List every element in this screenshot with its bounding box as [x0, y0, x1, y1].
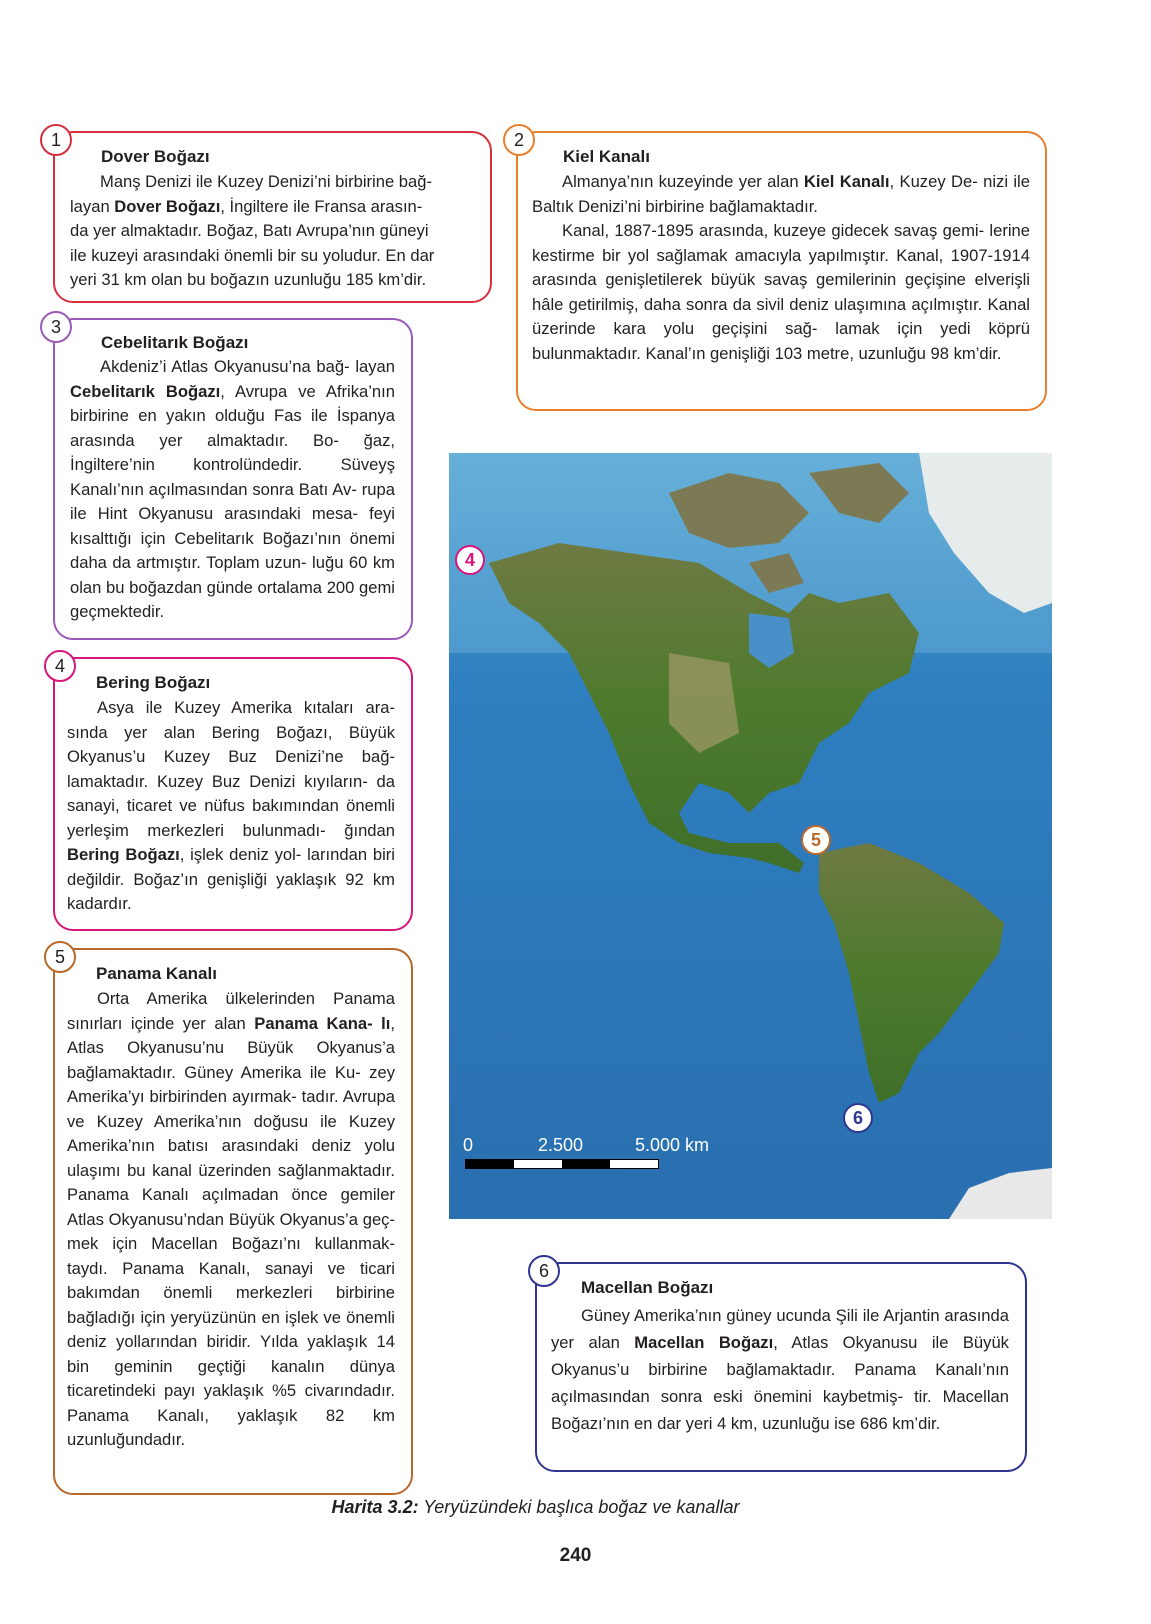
- paragraph: Güney Amerika’nın güney ucunda Şili ile Arjantin arasında yer alan Macellan Boğazı, Atlas Okyanusu ile Büyük Okyanus’u birbirine bağlamaktadır. Panama Kanalı’nın açılmasından sonra eski önemini kaybetmiş- tir. Macellan Boğazı’nın en dar yeri 4 km, uzunluğu ise 686 km’dir.: [551, 1306, 1009, 1433]
- box-text: [551, 1302, 1009, 1437]
- paragraph: Asya ile Kuzey Amerika kıtaları ara- sında yer alan Bering Boğazı, Büyük Okyanus’u Kuzey Buz Denizi’ne bağ- lamaktadır. Kuzey Buz Denizi kıyıların- da sanayi, ticaret ve nüfus bakımından önemli yerleşim merkezleri bulunmadı- ğından Bering Boğazı, işlek deniz yol- larından biri değildir. Boğaz’ın genişliği yaklaşık 92 km kadardır.: [67, 698, 395, 913]
- box-text: [67, 696, 395, 917]
- box-title: Macellan Boğazı: [581, 1278, 714, 1297]
- box-text: [70, 355, 395, 625]
- scale-label-end: 5.000 km: [635, 1135, 710, 1155]
- paragraph: Akdeniz’i Atlas Okyanusu’na bağ- layan Cebelitarık Boğazı, Avrupa ve Afrika’nın birbirine en yakın olduğu Fas ile İspanya arasında yer almaktadır. Bo- ğaz, İngiltere’nin kontrolündedir. Süveyş Kanalı’nın açılmasından sonra Batı Av- rupa ile Hint Okyanusu arasındaki mesa- feyi kısalttığı için Cebelitarık Boğazı’nın önemi daha da artmıştır. Toplam uzun- luğu 60 km olan bu boğazdan günde ortalama 200 gemi geçmektedir.: [70, 357, 395, 621]
- scale-label-mid: 2.500: [538, 1135, 584, 1155]
- box-text: [532, 170, 1030, 366]
- box-title: Bering Boğazı: [96, 673, 211, 692]
- text-line: da yer almaktadır. Boğaz, Batı Avrupa’nın güneyi: [70, 221, 429, 240]
- box-title: Cebelitarık Boğazı: [101, 333, 249, 352]
- map-marker-6: 6: [843, 1103, 873, 1133]
- bering-box: [53, 657, 413, 931]
- box-number: 5: [44, 941, 76, 973]
- paragraph: Orta Amerika ülkelerinden Panama sınırları içinde yer alan Panama Kana- lı, Atlas Okyanusu’nu Büyük Okyanus’a bağlamaktadır. Güney Amerika ile Ku- zey Amerika’yı birbirinden ayırmak- tadır. Avrupa ve Kuzey Amerika’nın doğusu ile Kuzey Amerika’nın batısı arasındaki deniz yolu ulaşımı bu kanal üzerinden sağlanmaktadır. Panama Kanalı açılmadan önce gemiler Atlas Okyanusu’ndan Büyük Okyanus’a geç- mek için Macellan Boğazı’nı kullanmak- taydı. Panama Kanalı, sanayi ve ticari bakımdan önemli merkezleri birbirine bağladığı için yeryüzünün en işlek ve önemli deniz yollarından biridir. Yılda yaklaşık 14 bin geminin geçtiği kanalın dünya ticaretindeki payı yaklaşık %5 civarındadır. Panama Kanalı, yaklaşık 82 km uzunluğundadır.: [67, 989, 395, 1449]
- paragraph: Almanya’nın kuzeyinde yer alan Kiel Kanalı, Kuzey De- nizi ile Baltık Denizi’ni birbirine bağlamaktadır.: [532, 172, 1030, 216]
- box-title: Panama Kanalı: [96, 964, 217, 983]
- cebelitarik-box: [50, 317, 413, 640]
- box-number: 3: [40, 311, 72, 343]
- text-line: yeri 31 km olan bu boğazın uzunluğu 185 km’dir.: [70, 270, 427, 289]
- scale-label-zero: 0: [463, 1135, 474, 1155]
- box-number: 2: [503, 124, 535, 156]
- box-text: [70, 170, 474, 293]
- box-title: Kiel Kanalı: [563, 147, 650, 166]
- panama-box: [53, 948, 413, 1495]
- kiel-box: [513, 130, 1047, 411]
- macellan-box: [535, 1262, 1027, 1472]
- box-number: 6: [528, 1255, 560, 1287]
- map-image: [449, 453, 1052, 1219]
- map-marker-5: 5: [801, 825, 831, 855]
- map-marker-4: 4: [455, 545, 485, 575]
- box-number: 4: [44, 650, 76, 682]
- text-line: layan Dover Boğazı, İngiltere ile Fransa arasın-: [70, 196, 423, 216]
- box-number: 1: [40, 124, 72, 156]
- paragraph: Kanal, 1887-1895 arasında, kuzeye gidecek savaş gemi- lerine kestirme bir yol sağlamak amacıyla yapılmıştır. Kanal, 1907-1914 arasında genişletilerek büyük savaş gemilerinin geçişine elverişli hâle getirilmiş, daha sonra da sivil deniz ulaşımına açılmıştır. Kanal üzerinde kara yolu geçişini sağ- lamak için yedi köprü bulunmaktadır. Kanal’ın genişliği 103 metre, uzunluğu 98 km’dir.: [532, 221, 1030, 363]
- box-title: Dover Boğazı: [101, 147, 210, 166]
- americas-map: [449, 453, 1052, 1219]
- text-line: Manş Denizi ile Kuzey Denizi’ni birbirine bağ-: [100, 172, 433, 191]
- page-number: 240: [559, 1545, 592, 1566]
- dover-box: [50, 130, 492, 303]
- text-line: ile kuzeyi arasındaki önemli bir su yoludur. En dar: [70, 245, 435, 265]
- box-text: [67, 987, 395, 1453]
- scale-bar: [463, 1135, 763, 1175]
- map-caption: Harita 3.2: Yeryüzündeki başlıca boğaz ve kanallar: [331, 1497, 740, 1517]
